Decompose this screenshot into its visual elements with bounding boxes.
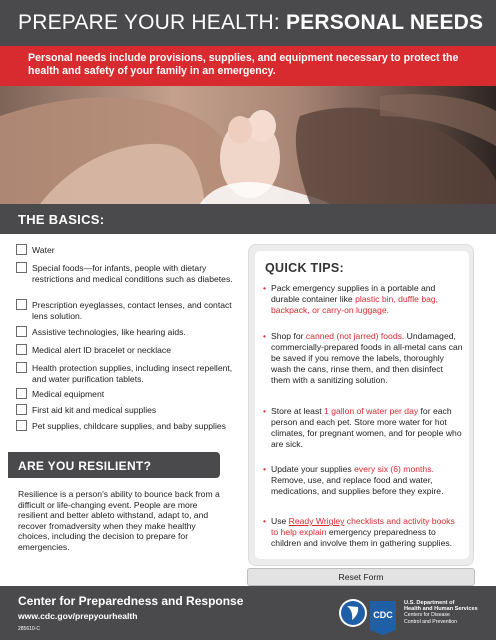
tip-text [271,406,463,450]
checkbox[interactable] [16,326,27,337]
checkbox[interactable] [16,299,27,310]
ready-wrigley-link[interactable]: Ready Wrigley [288,516,345,526]
document-code: 285610-C [18,626,40,632]
title-bold: PERSONAL NEEDS [285,11,484,34]
tip-text-part: Shop for [271,331,306,341]
checklist-label: First aid kit and medical supplies [32,405,157,415]
checklist-label: Prescription eyeglasses, contact lenses, and contact lens solution. [32,300,232,321]
checklist-label: Water [32,245,55,255]
intro-banner: Personal needs include provisions, supplies, and equipment necessary to protect the health and safety of your family in an emergency. [0,46,496,86]
bullet-icon: • [263,464,267,474]
quick-tips-panel [248,244,474,566]
checklist-label: Special foods—for infants, people with dietary restrictions and medical conditions such as diabetes. [32,263,233,284]
basics-heading: THE BASICS: [18,212,105,227]
bullet-icon: • [263,331,267,341]
page-header [0,0,496,46]
quick-tips-card [255,251,469,559]
tip-text [271,516,463,549]
bullet-icon: • [263,406,267,416]
tip-text-part: Use [271,516,289,526]
hhs-cdc-logo [338,590,398,636]
tip-text-part: Remove, use, and replace food and water, medications, and supplies before they expire. [271,475,444,496]
tip-text [271,464,463,497]
checklist-label: Medical equipment [32,389,105,399]
checkbox[interactable] [16,420,27,431]
reset-form-button[interactable]: Reset Form [247,568,475,586]
tip-highlight: plastic bin, duffle bag, backpack, or carry-on luggage. [271,294,439,315]
quick-tips-heading: QUICK TIPS: [265,261,344,275]
hhs-line3: Centers for Disease [404,612,450,619]
tip-text-part: Pack emergency supplies in a portable and durable container like [271,283,436,304]
checkbox[interactable] [16,244,27,255]
tip-text-part: Store at least [271,406,325,416]
tip-text [271,331,463,386]
checklist-label: Medical alert ID bracelet or necklace [32,345,171,355]
tip-highlight: canned (not jarred) foods. [305,331,405,341]
checklist-label: Health protection supplies, including insect repellent, and water purification tablets. [32,363,233,384]
tip-highlight: every six (6) months. [354,464,434,474]
cdc-logo-text: CDC [373,610,393,620]
resilient-heading: ARE YOU RESILIENT? [18,459,152,473]
checkbox[interactable] [16,344,27,355]
hhs-line1: U.S. Department of [404,600,455,606]
tip-text-part: Update your supplies [271,464,355,474]
checkbox[interactable] [16,404,27,415]
hero-photo [0,86,496,204]
basics-header [0,204,496,234]
bullet-icon: • [263,283,267,293]
hhs-line4: Control and Prevention [404,618,458,625]
checkbox[interactable] [16,362,27,373]
tip-text [271,283,463,316]
tip-text-part: Undamaged, commercially-prepared foods in all-metal cans can be saved if you remove the labels, thoroughly wash the cans, rinse them, and then disinfect them with a sanitizing solution. [271,331,463,385]
footer-url: www.cdc.gov/prepyourhealth [18,611,138,621]
tip-highlight: checklists and activity books to help explain [271,516,455,537]
page-title [18,11,483,35]
tip-text-part: for each person and each pet. Store more water for hot climates, for pregnant women, and for people who are sick. [271,406,462,449]
hhs-line2: Health and Human Services [404,606,478,613]
resilient-text: Resilience is a person's ability to bounce back from a difficult or life-changing event. People are more resilient and better ableto withstand, adapt to, and recover fromadversity when they make healthy choices, including the decision to prepare for emergencies. [18,489,220,552]
footer-org-name: Center for Preparedness and Response [18,594,244,608]
resilient-header [8,452,220,478]
tip-highlight: 1 gallon of water per day [324,406,419,416]
logos [338,590,398,636]
title-prefix: PREPARE YOUR HEALTH: [18,11,286,34]
checkbox[interactable] [16,388,27,399]
checklist-label: Pet supplies, childcare supplies, and baby supplies [32,421,226,431]
hands-photo-illustration [0,86,496,204]
checkbox[interactable] [16,262,27,273]
tip-text-part: emergency preparedness to children and involve them in gathering supplies. [271,527,453,548]
page-footer [0,586,496,640]
checklist-label: Assistive technologies, like hearing aids. [32,327,186,337]
hhs-text [404,600,494,625]
bullet-icon: • [263,516,267,526]
content-area [0,234,496,586]
